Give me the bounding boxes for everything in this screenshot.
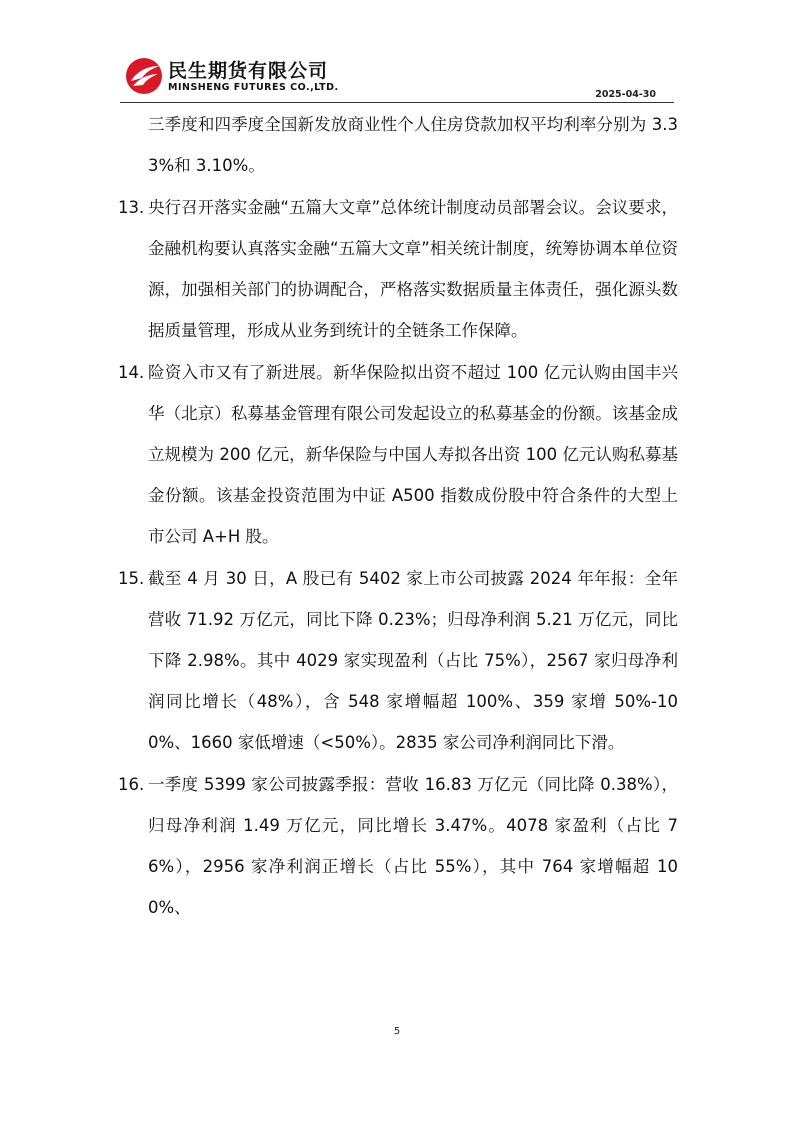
list-item-text: 一季度 5399 家公司披露季报：营收 16.83 万亿元（同比降 0.38%），归母净利润 1.49 万亿元，同比增长 3.47%。4078 家盈利（占比 76%），2956 家净利润正增长（占比 55%），其中 764 家增幅超 100%、 [148, 775, 678, 917]
list-item-number: 16. [118, 775, 145, 794]
minsheng-logo-icon [124, 56, 164, 96]
header-divider [120, 102, 674, 103]
list-item-13 [118, 187, 678, 351]
list-item-text: 央行召开落实金融“五篇大文章”总体统计制度动员部署会议。会议要求，金融机构要认真落实金融“五篇大文章”相关统计制度，统筹协调本单位资源，加强相关部门的协调配合，严格落实数据质量主体责任，强化源头数据质量管理，形成从业务到统计的全链条工作保障。 [148, 198, 678, 340]
list-item-15 [118, 558, 678, 763]
report-date: 2025-04-30 [595, 89, 656, 100]
page-number: 5 [393, 1026, 401, 1037]
company-name-cn: 民生期货有限公司 [168, 60, 329, 82]
page-header [120, 52, 674, 104]
list-item-16 [118, 764, 678, 928]
company-name-en: MINSHENG FUTURES CO.,LTD. [168, 82, 339, 93]
list-item-number: 15. [118, 569, 145, 588]
list-item-text: 险资入市又有了新进展。新华保险拟出资不超过 100 亿元认购由国丰兴华（北京）私募基金管理有限公司发起设立的私募基金的份额。该基金成立规模为 200 亿元，新华保险与中国人寿拟各出资 100 亿元认购私募基金份额。该基金投资范围为中证 A500 指数成份股中符合条件的大型上市公司 A+H 股。 [148, 363, 678, 546]
list-item-text: 截至 4 月 30 日，A 股已有 5402 家上市公司披露 2024 年年报：全年营收 71.92 万亿元，同比下降 0.23%；归母净利润 5.21 万亿元，同比下降 2.98%。其中 4029 家实现盈利（占比 75%），2567 家归母净利润同比增长（48%），含 548 家增幅超 100%、359 家增 50%-100%、1660 家低增速（<50%）。2835 家公司净利润同比下滑。 [148, 569, 678, 752]
document-body [118, 104, 678, 929]
list-item-14 [118, 352, 678, 557]
continued-paragraph: 三季度和四季度全国新发放商业性个人住房贷款加权平均利率分别为 3.33%和 3.10%。 [148, 115, 678, 175]
list-item-number: 13. [118, 198, 145, 217]
list-item-number: 14. [118, 363, 145, 382]
